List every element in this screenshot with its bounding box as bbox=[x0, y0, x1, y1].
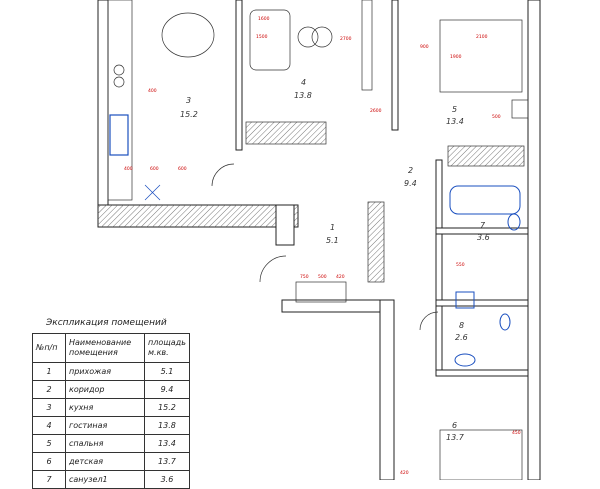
dim-label: 450 bbox=[512, 431, 521, 436]
entry-cabinet bbox=[296, 282, 346, 302]
bedroom-furniture bbox=[440, 20, 528, 480]
row-area: 13.8 bbox=[145, 417, 190, 435]
room-6-area: 13.7 bbox=[446, 433, 464, 442]
stove-icon bbox=[114, 65, 124, 75]
dim-label: 500 bbox=[492, 115, 501, 120]
dim-label: 2600 bbox=[370, 109, 382, 114]
room-3-number: 3 bbox=[186, 96, 192, 105]
table-row bbox=[33, 435, 190, 453]
dim-label: 1600 bbox=[258, 17, 270, 22]
wall-lower-left bbox=[380, 300, 394, 480]
wall-left-upper bbox=[98, 0, 108, 225]
dim-label: 600 bbox=[150, 167, 159, 172]
row-name: санузел1 bbox=[66, 471, 145, 489]
room-1-number: 1 bbox=[330, 223, 336, 232]
wall-wc-split bbox=[436, 300, 528, 306]
dim-label: 420 bbox=[336, 275, 345, 280]
row-num: 2 bbox=[33, 381, 66, 399]
dim-label: 1900 bbox=[450, 55, 462, 60]
row-name: кухня bbox=[66, 399, 145, 417]
dim-label: 750 bbox=[300, 275, 309, 280]
room-3-area: 15.2 bbox=[180, 110, 198, 119]
sink2-icon bbox=[455, 354, 475, 366]
room-2-number: 2 bbox=[408, 166, 414, 175]
legend-header-row bbox=[33, 334, 190, 363]
dim-label: 420 bbox=[400, 471, 409, 476]
wall-kitchen-living bbox=[236, 0, 242, 150]
room-5-number: 5 bbox=[452, 105, 458, 114]
dining-table bbox=[162, 13, 214, 57]
dim-label: 1500 bbox=[256, 35, 268, 40]
row-num: 7 bbox=[33, 471, 66, 489]
row-name: гостиная bbox=[66, 417, 145, 435]
nightstand bbox=[512, 100, 528, 118]
wall-bathroom bbox=[436, 160, 442, 370]
room-2-area: 9.4 bbox=[404, 179, 417, 188]
row-num: 6 bbox=[33, 453, 66, 471]
wall-child-top bbox=[436, 370, 528, 376]
room-7-number: 7 bbox=[480, 221, 486, 230]
table-row bbox=[33, 453, 190, 471]
room-1-area: 5.1 bbox=[326, 236, 339, 245]
table-row bbox=[33, 417, 190, 435]
row-area: 5.1 bbox=[145, 363, 190, 381]
dim-label: 400 bbox=[124, 167, 133, 172]
table-row bbox=[33, 363, 190, 381]
legend-table bbox=[32, 333, 190, 489]
bathtub-icon bbox=[450, 186, 520, 214]
dim-label: 400 bbox=[148, 89, 157, 94]
room-8-area: 2.6 bbox=[455, 333, 468, 342]
dim-label: 550 bbox=[456, 263, 465, 268]
toilet-icon bbox=[500, 314, 510, 330]
dim-label: 2700 bbox=[340, 37, 352, 42]
row-num: 4 bbox=[33, 417, 66, 435]
row-name: детская bbox=[66, 453, 145, 471]
row-area: 9.4 bbox=[145, 381, 190, 399]
dim-label: 600 bbox=[178, 167, 187, 172]
wall-stub bbox=[276, 205, 294, 245]
bedroom-wardrobe bbox=[448, 146, 524, 166]
dim-label: 500 bbox=[318, 275, 327, 280]
table-row bbox=[33, 381, 190, 399]
col-num-header: №п/п bbox=[33, 334, 66, 363]
row-name: коридор bbox=[66, 381, 145, 399]
door-swing bbox=[260, 256, 286, 282]
col-area-header: площадь м.кв. bbox=[145, 334, 190, 363]
row-num: 3 bbox=[33, 399, 66, 417]
row-name: прихожая bbox=[66, 363, 145, 381]
room-4-number: 4 bbox=[301, 78, 307, 87]
room-4-area: 13.8 bbox=[294, 91, 312, 100]
table-row bbox=[33, 399, 190, 417]
wardrobe bbox=[246, 122, 326, 144]
room-7-area: 3.6 bbox=[477, 233, 490, 242]
room-labels bbox=[180, 78, 490, 442]
row-area: 13.7 bbox=[145, 453, 190, 471]
dim-label: 900 bbox=[420, 45, 429, 50]
row-area: 13.4 bbox=[145, 435, 190, 453]
col-name-header: Наименование помещения bbox=[66, 334, 145, 363]
legend-title: Экспликация помещений bbox=[46, 318, 167, 328]
room-5-area: 13.4 bbox=[446, 117, 464, 126]
row-name: спальня bbox=[66, 435, 145, 453]
row-area: 15.2 bbox=[145, 399, 190, 417]
row-area: 3.6 bbox=[145, 471, 190, 489]
room-6-number: 6 bbox=[452, 421, 458, 430]
row-num: 5 bbox=[33, 435, 66, 453]
tv-unit bbox=[362, 0, 372, 90]
dim-label: 2100 bbox=[476, 35, 488, 40]
room-8-number: 8 bbox=[459, 321, 465, 330]
sofa bbox=[250, 10, 290, 70]
sink-icon bbox=[110, 115, 128, 155]
hall-wardrobe bbox=[368, 202, 384, 282]
row-num: 1 bbox=[33, 363, 66, 381]
wall-living-bedroom bbox=[392, 0, 398, 130]
wall-right bbox=[528, 0, 540, 480]
